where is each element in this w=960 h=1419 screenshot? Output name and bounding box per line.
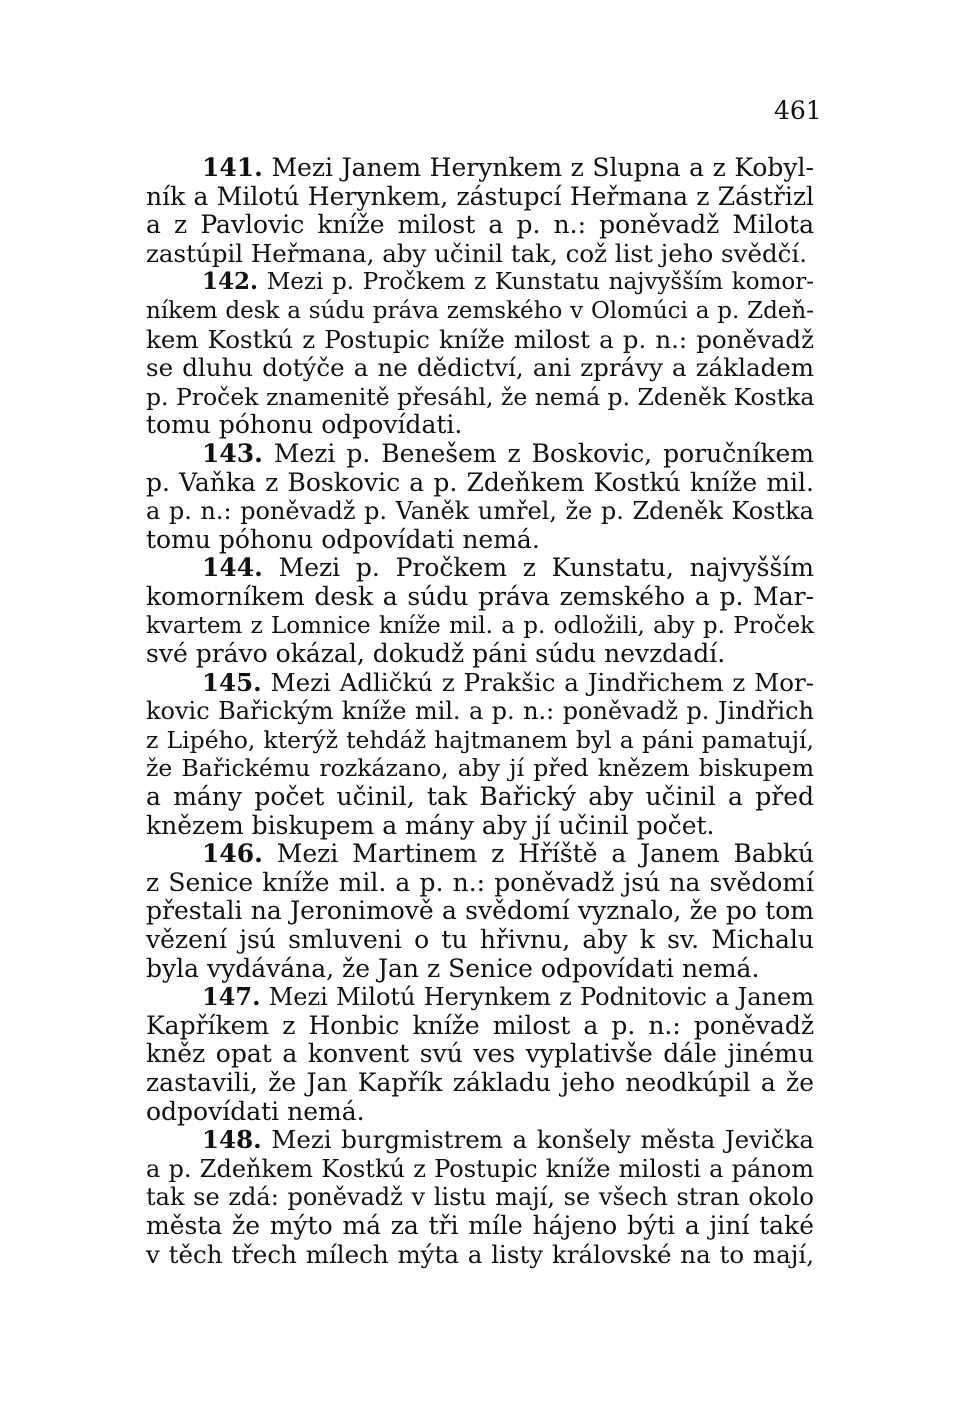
text-line: tomu póhonu odpovídati.: [146, 410, 463, 440]
text-line: 141. Mezi Janem Herynkem z Slupna a z Kobyl-: [202, 153, 814, 182]
text-line: kovic Bařickým kníže mil. a p. n.: poněvadž p. Jindřich: [146, 697, 814, 726]
text-line: komorníkem desk a súdu práva zemského a p. Mar-: [146, 581, 814, 611]
text-line: p. Proček znamenitě přesáhl, že nemá p. Zdeněk Kostka: [146, 382, 815, 411]
paragraph-number: 143.: [202, 438, 263, 468]
text-line: zastavili, že Jan Kapřík základu jeho neodkúpil a že: [146, 1068, 814, 1097]
text-line: odpovídati nemá.: [146, 1096, 365, 1126]
text-line: z Lipého, kterýž tehdáž hajtmanem byl a páni pamatují,: [146, 725, 814, 754]
text-line: 143. Mezi p. Benešem z Boskovic, poručníkem: [202, 438, 814, 468]
text-line: 142. Mezi p. Pročkem z Kunstatu najvyšším komor-: [202, 268, 814, 296]
text-line: své právo okázal, dokudž páni súdu nevzdadí.: [146, 639, 726, 669]
text-line: tomu póhonu odpovídati nemá.: [146, 524, 540, 554]
text-line: a p. Zdeňkem Kostkú z Postupic kníže milosti a pánom: [146, 1154, 814, 1183]
paragraph-142: [146, 268, 814, 440]
text-line: 148. Mezi burgmistrem a konšely města Jevička: [202, 1125, 814, 1155]
text-line: vězení jsú smluveni o tu hřivnu, aby k sv. Michalu: [146, 925, 814, 955]
text-line: 146. Mezi Martinem z Hříště a Janem Babkú: [202, 839, 814, 869]
body-text: [146, 154, 814, 1269]
paragraph-141: [146, 154, 814, 268]
paragraph-number: 145.: [202, 667, 262, 697]
text-line: Kapříkem z Honbic kníže milost a p. n.: poněvadž: [146, 1010, 814, 1040]
paragraph-number: 146.: [202, 839, 263, 869]
paragraph-number: 144.: [202, 553, 263, 583]
text-line: se dluhu dotýče a ne dědictví, ani zprávy a základem: [146, 353, 814, 383]
paragraph-number: 147.: [202, 982, 261, 1012]
text-line: že Bařickému rozkázano, aby jí před knězem biskupem: [146, 754, 814, 783]
paragraph-147: [146, 983, 814, 1126]
text-line: kvartem z Lomnice kníže mil. a p. odložili, aby p. Proček: [146, 612, 814, 639]
text-line: kem Kostkú z Postupic kníže milost a p. n.: poněvadž: [146, 324, 814, 354]
paragraph-145: [146, 669, 814, 841]
text-line: tak se zdá: poněvadž v listu mají, se všech stran okolo: [146, 1183, 814, 1212]
text-line: níkem desk a súdu práva zemského v Olomúci a p. Zdeň-: [146, 297, 814, 324]
text-line: knězem biskupem a mány aby jí učinil počet.: [146, 810, 715, 840]
text-line: p. Vaňka z Boskovic a p. Zdeňkem Kostkú kníže mil.: [146, 467, 814, 497]
paragraph-number: 141.: [202, 153, 263, 182]
text-line: 145. Mezi Adličkú z Prakšic a Jindřichem z Mor-: [202, 667, 814, 697]
text-line: kněz opat a konvent svú ves vyplativše dále jinému: [146, 1039, 814, 1069]
paragraph-146: [146, 840, 814, 983]
text-line: a mány počet učinil, tak Bařický aby učinil a před: [146, 782, 814, 812]
page-number: 461: [774, 96, 822, 125]
text-line: ník a Milotú Herynkem, zástupcí Heřmana z Zástřizl: [146, 181, 814, 211]
text-line: zastúpil Heřmana, aby učinil tak, což list jeho svědčí.: [146, 238, 807, 268]
text-line: přestali na Jeronimově a svědomí vyznalo, že po tom: [146, 896, 814, 926]
paragraph-number: 142.: [202, 268, 259, 296]
text-line: byla vydávána, že Jan z Senice odpovídati nemá.: [146, 953, 760, 983]
text-line: 147. Mezi Milotú Herynkem z Podnitovic a Janem: [202, 982, 814, 1012]
paragraph-144: [146, 554, 814, 668]
paragraph-number: 148.: [202, 1125, 262, 1155]
text-line: v těch třech mílech mýta a listy královské na to mají,: [146, 1239, 814, 1269]
paragraph-143: [146, 440, 814, 554]
text-line: a p. n.: poněvadž p. Vaněk umřel, že p. Zdeněk Kostka: [146, 497, 814, 526]
text-line: z Senice kníže mil. a p. n.: poněvadž jsú na svědomí: [146, 867, 814, 897]
text-line: města že mýto má za tři míle hájeno býti a jiní také: [146, 1210, 814, 1240]
text-line: 144. Mezi p. Pročkem z Kunstatu, najvyšším: [202, 553, 814, 583]
text-line: a z Pavlovic kníže milost a p. n.: poněvadž Milota: [146, 210, 814, 240]
paragraph-148: [146, 1126, 814, 1269]
